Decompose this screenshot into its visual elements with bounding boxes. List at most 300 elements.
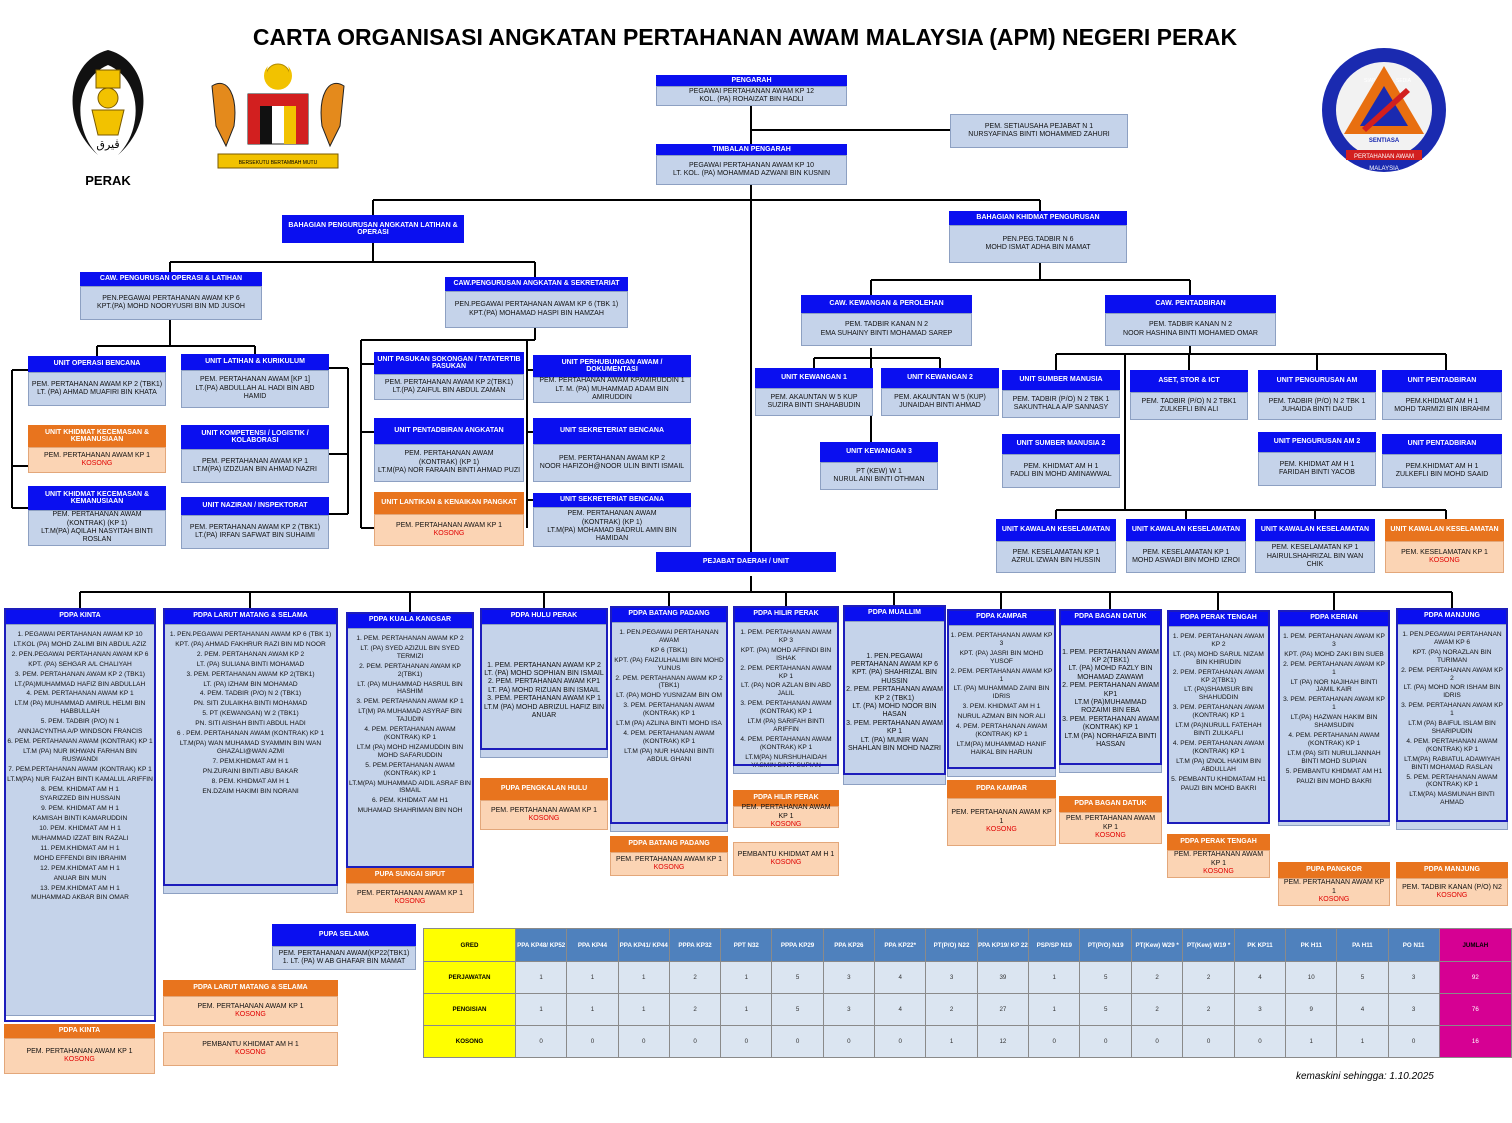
district-frame xyxy=(843,605,946,775)
org-node-pengarah xyxy=(656,75,847,106)
node-line: MUHAMAD SHAHRIMAN BIN NOH xyxy=(357,807,463,815)
district-frame xyxy=(1167,610,1270,824)
node-line: LT. (PA) MOHD FAZLY BIN MOHAMAD ZAWAWI xyxy=(1068,665,1153,681)
node-header: UNIT KAWALAN KESELAMATAN xyxy=(1255,519,1375,541)
node-body xyxy=(881,388,999,416)
grade-cell: PPA KP48/ KP52 xyxy=(516,929,567,962)
vacant-label: KOSONG xyxy=(235,1049,266,1056)
node-line: 1. PEN.PEGAWAI PERTAHANAN AWAM xyxy=(619,629,719,644)
district-frame xyxy=(1059,609,1162,765)
node-line: PEM. SETIAUSAHA PEJABAT N 1 xyxy=(984,122,1094,130)
node-line: 3. PEM. PERTAHANAN AWAM KP 1 xyxy=(1283,696,1385,712)
org-node-unit-kawalan-keselamatan xyxy=(996,519,1116,573)
org-node-pembantu-khidmat-am-h-1 xyxy=(163,1032,338,1066)
node-header: PDPA MANJUNG xyxy=(1396,608,1508,624)
node-line: LT. (PA) AHMAD MUAFIRI BIN KHATA xyxy=(37,389,157,396)
grade-cell: PSP/SP N19 xyxy=(1029,929,1080,962)
grade-cell: 9 xyxy=(1286,994,1337,1026)
node-line: JUNAIDAH BINTI AHMAD xyxy=(899,402,981,409)
org-node-timbalan-pengarah xyxy=(656,144,847,185)
chart-title: CARTA ORGANISASI ANGKATAN PERTAHANAN AWAM MALAYSIA (APM) NEGERI PERAK xyxy=(252,24,1238,50)
apm-malaysia: MALAYSIA xyxy=(1369,166,1399,172)
grade-cell: 0 xyxy=(516,1026,567,1058)
grade-cell: 0 xyxy=(1131,1026,1182,1058)
grade-cell: 0 xyxy=(875,1026,926,1058)
node-line: LT.M (PA) MOHD ABRIZUL HAFIZ BIN ANUAR xyxy=(483,703,605,719)
node-line: NOOR HASHINA BINTI MOHAMED OMAR xyxy=(1123,329,1258,337)
grade-cell: PT(Kew) W29 * xyxy=(1131,929,1182,962)
node-line: KPT. (PA) MOHD ZAKI BIN SUEB xyxy=(1284,650,1384,658)
node-line: MOHD ISMAT ADHA BIN MAMAT xyxy=(985,244,1091,251)
node-line: NOOR HAFIZOH@NOOR ULIN BINTI ISMAIL xyxy=(539,463,685,470)
node-line: KPT. (PA) JASRI BIN MOHD YUSOF xyxy=(959,649,1044,665)
node-line: LT. (PA) SYED AZIZUL BIN SYED TERMIZI xyxy=(360,644,460,660)
grade-cell: 10 xyxy=(1286,962,1337,994)
node-line: 3. PEM. PERTAHANAN AWAM KP 1 xyxy=(1401,702,1503,718)
node-line: EN.DZAIM HAKIMI BIN NORANI xyxy=(202,787,299,795)
grade-cell: PPA KP26 xyxy=(823,929,874,962)
node-line: PT (KEW) W 1 xyxy=(856,467,902,475)
grade-cell: PPA KP44 xyxy=(567,929,618,962)
grade-cell: 0 xyxy=(1183,1026,1234,1058)
node-line: PEM. PERTAHANAN AWAM KP 1 xyxy=(741,804,831,820)
grade-cell: 0 xyxy=(1029,1026,1080,1058)
node-header: UNIT KEWANGAN 2 xyxy=(881,368,999,388)
node-body xyxy=(1126,541,1246,573)
grade-cell: 1 xyxy=(618,962,669,994)
node-line: 1. PEN.PEGAWAI PERTAHANAN AWAM KP 6 xyxy=(850,652,938,669)
grade-cell: 0 xyxy=(1080,1026,1131,1058)
node-header: PEJABAT DAERAH / UNIT xyxy=(656,552,836,572)
grade-cell: 2 xyxy=(1131,962,1182,994)
node-header: PDPA PERAK TENGAH xyxy=(1167,834,1270,850)
org-node-pem-setiausaha-pejabat-n-1 xyxy=(950,114,1128,148)
grade-cell: 1 xyxy=(721,962,772,994)
node-line: PEMBANTU KHIDMAT AM H 1 xyxy=(737,850,835,858)
vacant-label: KOSONG xyxy=(394,898,426,905)
grade-cell: 1 xyxy=(516,994,567,1026)
node-line: PEM. PERTAHANAN AWAM [KP 1] xyxy=(200,376,310,384)
node-body xyxy=(656,86,847,106)
node-line: LT.M(PA) NOR FARAAIN BINTI AHMAD PUZI xyxy=(377,467,521,475)
node-header: CAW. PENTADBIRAN xyxy=(1105,295,1276,313)
org-node-unit-khidmat-kecemasan-kemanusiaan xyxy=(28,486,166,546)
vacant-label: KOSONG xyxy=(986,826,1017,834)
node-line: 2. PEN.PEGAWAI PERTAHANAN AWAM KP 6 xyxy=(11,650,149,658)
node-line: LT. (PA) MOHD YUSNIZAM BIN OM xyxy=(616,692,722,700)
grade-cell: 1 xyxy=(721,994,772,1026)
node-header: PDPA BAGAN DATUK xyxy=(1059,609,1162,625)
district-frame xyxy=(163,608,338,886)
node-line: FADLI BIN MOHD AMINAWWAL xyxy=(1010,471,1112,478)
node-body xyxy=(374,374,524,400)
node-line: KPT. (PA) NORAZLAN BIN TURIMAN xyxy=(1412,648,1492,664)
node-header: PDPA LARUT MATANG & SELAMA xyxy=(163,980,338,996)
vacant-label: KOSONG xyxy=(81,460,113,467)
node-line: 8. PEM. KHIDMAT AM H 1 xyxy=(211,777,290,785)
grade-cell: 2 xyxy=(669,962,720,994)
node-line: LT. (PA) MOHD NOR ISHAM BIN IDRIS xyxy=(1403,684,1501,700)
district-frame xyxy=(1396,608,1508,822)
grade-cell: 0 xyxy=(772,1026,823,1058)
node-body xyxy=(533,507,691,547)
org-node-unit-kewangan-3 xyxy=(820,442,938,490)
node-body xyxy=(1105,313,1276,346)
org-node-bahagian-pengurusan-angkatan-latihan-operasi xyxy=(282,215,464,243)
org-node-caw-kewangan-perolehan xyxy=(801,295,972,346)
node-line: 1. PEN.PEGAWAI PERTAHANAN AWAM KP 6 xyxy=(1402,631,1502,646)
grade-cell: 0 xyxy=(1388,1026,1439,1058)
district-frame xyxy=(4,608,156,1022)
grade-cell: 0 xyxy=(567,1026,618,1058)
node-line: (KONTRAK) (KP 1) xyxy=(66,519,128,527)
node-line: 6. PEM. PERTAHANAN AWAM (KONTRAK) KP 1 xyxy=(7,737,153,745)
grade-cell: 3 xyxy=(1234,994,1285,1026)
node-line: 2. PEM. PERTAHANAN AWAM KP 1 xyxy=(1283,660,1385,676)
node-line: PN. SITI ZULAIKHA BINTI MOHAMAD xyxy=(193,700,308,708)
node-line: PEMBANTU KHIDMAT AM H 1 xyxy=(202,1040,299,1048)
node-line: KOL. (PA) ROHAIZAT BIN HADLI xyxy=(699,96,804,103)
node-line: PEM. KESELAMATAN KP 1 xyxy=(1401,548,1488,556)
node-line: LT.M(PA) MUHAMMAD AIDIL ASRAF BIN ISMAIL xyxy=(349,779,471,795)
node-line: 3. PEM. PERTAHANAN AWAM KP 1 xyxy=(846,719,943,736)
grade-cell: 5 xyxy=(1080,962,1131,994)
node-line: 1. PEN.PEGAWAI PERTAHANAN AWAM KP 6 (TBK 1) xyxy=(169,631,332,638)
grade-cell: 1 xyxy=(567,962,618,994)
node-header: UNIT PENTADBIRAN xyxy=(1382,434,1502,454)
node-line: PEM. TADBIR (P/O) N 2 TBK 1 xyxy=(1012,395,1110,403)
node-line: HAIRULSHAHRIZAL BIN WAN CHIK xyxy=(1266,552,1364,569)
grade-cell: PPA KP19/ KP 22 xyxy=(977,929,1028,962)
node-header: UNIT KHIDMAT KECEMASAN & KEMANUSIAAN xyxy=(28,425,166,447)
node-line: 3. PEM. PERTAHANAN AWAM KP 1 xyxy=(487,695,601,703)
node-body xyxy=(181,515,329,549)
grade-row-label: PENGISIAN xyxy=(424,994,516,1026)
node-line: EMA SUHAINY BINTI MOHAMAD SAREP xyxy=(820,329,953,337)
vacant-label: KOSONG xyxy=(528,815,560,822)
node-line: KPT. (PA) AHMAD FAKHRUR RAZI BIN MD NOOR xyxy=(175,640,326,648)
node-line: PEM. PERTAHANAN AWAM KP 1 xyxy=(1283,879,1385,895)
node-line: ANUAR BIN MUN xyxy=(53,874,107,882)
org-node-pdpa-larut-matang-selama xyxy=(163,980,338,1026)
node-line: 5. PEM. PERTAHANAN AWAM (KONTRAK) KP 1 xyxy=(1406,773,1498,789)
org-node-unit-kawalan-keselamatan xyxy=(1255,519,1375,573)
node-body xyxy=(272,946,416,970)
org-node-unit-kewangan-2 xyxy=(881,368,999,416)
org-node-pdpa-hilir-perak xyxy=(733,790,839,828)
node-body xyxy=(656,155,847,185)
vacant-label: KOSONG xyxy=(770,821,802,829)
grade-cell: 2 xyxy=(669,994,720,1026)
vacant-label: KOSONG xyxy=(770,859,802,866)
node-header: TIMBALAN PENGARAH xyxy=(656,144,847,155)
node-line: ZULKEFLI BIN MOHD SAAID xyxy=(1395,471,1489,478)
node-header: UNIT PENGURUSAN AM 2 xyxy=(1258,432,1376,452)
node-line: LT. (PA) MUNIR WAN SHAHLAN BIN MOHD NAZRI xyxy=(848,736,941,752)
grade-cell: 4 xyxy=(1337,994,1388,1026)
grade-cell: 2 xyxy=(1183,962,1234,994)
node-line: 1. PEM. PERTAHANAN AWAM KP 2 xyxy=(487,661,601,669)
org-node-pdpa-manjung xyxy=(1396,862,1508,906)
node-header: UNIT SEKRETERIAT BENCANA xyxy=(533,493,691,507)
node-header: UNIT SUMBER MANUSIA 2 xyxy=(1002,434,1120,454)
grade-row-label: GRED xyxy=(424,929,516,962)
node-line: LT. (PA) MUHAMMAD HASRUL BIN HASHIM xyxy=(357,680,463,696)
node-body xyxy=(733,842,839,876)
vacant-label: KOSONG xyxy=(1318,896,1350,904)
node-line: PEN.PEGAWAI PERTAHANAN AWAM KP 6 (TBK 1) xyxy=(454,301,619,309)
grade-cell: 4 xyxy=(1234,962,1285,994)
node-line: PEM. PERTAHANAN AWAM KPAMIRUDDIN 1 xyxy=(539,377,685,385)
node-header: PDPA BATANG PADANG xyxy=(610,606,728,622)
node-line: PEM. TADBIR KANAN N 2 xyxy=(845,321,928,329)
node-line: 1. PEGAWAI PERTAHANAN AWAM KP 10 xyxy=(17,631,143,638)
node-line: PN. SITI AISHAH BINTI ABDUL HADI xyxy=(195,720,306,728)
node-line: NURUL AINI BINTI OTHMAN xyxy=(833,476,925,483)
node-body xyxy=(801,313,972,346)
org-node-pembantu-khidmat-am-h-1 xyxy=(733,842,839,876)
org-node-caw-pengurusan-angkatan-sekretariat xyxy=(445,277,628,328)
node-header: PUPA PANGKOR xyxy=(1278,862,1390,878)
node-line: PEM.KHIDMAT AM H 1 xyxy=(1405,462,1479,470)
grade-cell: 2 xyxy=(1183,994,1234,1026)
grade-cell: 3 xyxy=(1388,962,1439,994)
node-body xyxy=(28,510,166,546)
district-frame xyxy=(733,606,839,766)
node-line: LT.M(PA) WAN MUHAMAD SYAMMIN BIN WAN GHAZALI@WAN AZMI xyxy=(179,739,322,755)
node-header: PDPA LARUT MATANG & SELAMA xyxy=(163,608,338,624)
grade-cell: PPA KP41/ KP44 xyxy=(618,929,669,962)
node-body xyxy=(4,1038,155,1074)
apm-sedia: SEDIA xyxy=(1396,78,1412,84)
node-body xyxy=(480,800,608,830)
org-node-unit-khidmat-kecemasan-kemanusiaan xyxy=(28,425,166,473)
node-line: KPT. (PA) FAIZULHALIMI BIN MOHD YUNUS xyxy=(614,656,724,672)
node-body xyxy=(1130,392,1248,420)
org-node-bahagian-khidmat-pengurusan xyxy=(949,211,1127,263)
node-line: MUHAMMAD IZZAT BIN RAZALI xyxy=(31,835,129,843)
node-line: PEM. PERTAHANAN AWAM KP 1 xyxy=(201,457,309,465)
grade-header-row xyxy=(424,929,1512,962)
node-body xyxy=(181,370,329,408)
node-line: PEM. AKAUNTAN W 5 (KUP) xyxy=(894,393,986,401)
vacant-label: KOSONG xyxy=(1436,892,1468,899)
node-line: 1. PEM. PERTAHANAN AWAM KP 3 xyxy=(950,632,1053,647)
node-header: PDPA KINTA xyxy=(4,1024,155,1038)
node-line: PEM.KHIDMAT AM H 1 xyxy=(1405,397,1479,405)
node-line: 2. PEM. PERTAHANAN AWAM KP1 xyxy=(1062,682,1159,698)
node-header: PDPA BATANG PADANG xyxy=(610,836,728,852)
node-line: LT.M (PA) AZLINA BINTI MOHD ISA xyxy=(616,720,722,728)
org-node-unit-kewangan-1 xyxy=(755,368,873,416)
org-node-pdpa-perak-tengah xyxy=(1167,834,1270,878)
grade-cell: 1 xyxy=(1286,1026,1337,1058)
org-node-pejabat-daerah-unit xyxy=(656,552,836,572)
node-line: PEM. PERTAHANAN AWAM KP 1 xyxy=(1173,851,1264,867)
node-line: 1. PEM. PERTAHANAN AWAM KP 3 xyxy=(740,629,832,644)
grade-row xyxy=(424,994,1512,1026)
node-line: PEM. PERTAHANAN AWAM xyxy=(52,511,142,519)
org-node-unit-sekreteriat-bencana xyxy=(533,418,691,482)
node-line: PAUZI BIN MOHD BAKRI xyxy=(1296,777,1372,785)
node-line: LT (PA) NOR NAJIHAH BINTI JAMIL KAIR xyxy=(1290,678,1378,694)
node-header: PDPA MANJUNG xyxy=(1396,862,1508,878)
node-body xyxy=(1258,392,1376,420)
node-line: 4. PEM. PERTAHANAN AWAM (KONTRAK) KP 1 xyxy=(1406,737,1498,753)
org-node-unit-sekreteriat-bencana xyxy=(533,493,691,547)
node-line: PEM. PERTAHANAN AWAM KP 1 xyxy=(490,806,598,814)
node-line: LT.M (PA) IZNOL HAKIM BIN ABDULLAH xyxy=(1176,757,1261,773)
node-header: UNIT LATIHAN & KURIKULUM xyxy=(181,354,329,370)
node-line: LT.M(PA) AQILAH NASYITAH BINTI ROSLAN xyxy=(41,528,153,544)
node-line: PEM. PERTAHANAN AWAM(KP22(TBK1) xyxy=(278,949,410,957)
node-line: LT.M(PA) NUR FAIZAH BINTI KAMALUL ARIFFIN xyxy=(7,775,153,783)
org-node-unit-latihan-kurikulum xyxy=(181,354,329,408)
grade-cell: 1 xyxy=(1029,962,1080,994)
grade-cell: 1 xyxy=(1029,994,1080,1026)
node-line: 11. PEM.KHIDMAT AM H 1 xyxy=(40,844,120,852)
node-line: MOHD EFFENDI BIN IBRAHIM xyxy=(33,854,127,862)
node-line: SAKUNTHALA A/P SANNASY xyxy=(1013,404,1109,411)
node-line: 2. PEM. PERTAHANAN AWAM KP 2 (TBK1) xyxy=(846,686,943,702)
node-line: PEM. TADBIR KANAN N 2 xyxy=(1149,321,1232,329)
node-line: JUHAIDA BINTI DAUD xyxy=(1281,406,1353,413)
node-line: LT. (PA) MOHD NOOR BIN HASAN xyxy=(852,703,937,719)
node-header: UNIT KAWALAN KESELAMATAN xyxy=(1126,519,1246,541)
node-line: LT(M) PA MUHAMAD ASYRAF BIN TAJUDIN xyxy=(358,708,462,724)
grade-row-label: KOSONG xyxy=(424,1026,516,1058)
org-node-unit-sumber-manusia xyxy=(1002,370,1120,418)
node-line: PEM. PERTAHANAN AWAM KP 1 xyxy=(1065,815,1156,831)
node-line: (KONTRAK) (KP 1) xyxy=(581,518,643,526)
node-line: LT.M(PA) RABIATUL ADAWIYAH BINTI MOHAMAD RASLAN xyxy=(1404,755,1500,771)
node-line: KPT. (PA) SHAHRIZAL BIN HUSSIN xyxy=(852,669,937,685)
node-body xyxy=(1258,452,1376,486)
node-line: PEM. PERTAHANAN AWAM KP 1 xyxy=(356,889,464,897)
node-body xyxy=(1385,541,1504,573)
district-frame xyxy=(346,612,474,868)
node-body xyxy=(996,541,1116,573)
node-line: ANNJACYNTHA A/P WINDSON FRANCIS xyxy=(17,728,143,736)
grade-summary-table xyxy=(423,928,1512,1058)
node-line: PEM. TADBIR (P/O) N 2 TBK1 xyxy=(1141,397,1237,405)
grade-cell: 3 xyxy=(926,962,977,994)
grade-row-label: PERJAWATAN xyxy=(424,962,516,994)
node-line: LT.M (PA) NUR IKHWAN FARHAN BIN RUSWANDI xyxy=(23,747,137,763)
node-line: 4. PEM. PERTAHANAN AWAM (KONTRAK) KP 1 xyxy=(740,735,832,751)
node-body xyxy=(181,449,329,483)
org-node-pdpa-kampar xyxy=(947,780,1056,846)
grade-cell: PPPA KP32 xyxy=(669,929,720,962)
grade-cell: 2 xyxy=(926,994,977,1026)
node-line: PEM. PERTAHANAN AWAM KP 1 xyxy=(197,1002,304,1010)
node-body xyxy=(28,372,166,406)
node-header: PDPA KUALA KANGSAR xyxy=(346,612,474,628)
node-line: MOHD TARMIZI BIN IBRAHIM xyxy=(1394,406,1490,413)
node-line: 6. PEM. KHIDMAT AM H1 xyxy=(372,797,448,805)
node-line: LT.M (PA) SITI NURULJANNAH BINTI MOHD SUPIAN xyxy=(1287,749,1381,765)
grade-cell: 0 xyxy=(669,1026,720,1058)
node-line: PN.ZURAINI BINTI ABU BAKAR xyxy=(202,767,299,775)
grade-cell: 3 xyxy=(823,994,874,1026)
perak-jawi-text: ڤيرق xyxy=(96,138,120,151)
vacant-label: KOSONG xyxy=(653,864,685,871)
org-node-unit-kawalan-keselamatan xyxy=(1385,519,1504,573)
node-header: UNIT SEKRETERIAT BENCANA xyxy=(533,418,691,444)
node-line: 4. PEM. PERTAHANAN AWAM KP 1 xyxy=(26,690,134,698)
vacant-label: KOSONG xyxy=(433,530,465,537)
node-line: KP 6 (TBK1) xyxy=(650,646,688,654)
grade-cell: 27 xyxy=(977,994,1028,1026)
org-node-pupa-pengkalan-hulu xyxy=(480,778,608,830)
node-header: UNIT NAZIRAN / INSPEKTORAT xyxy=(181,497,329,515)
grade-cell: 5 xyxy=(1337,962,1388,994)
vacant-label: KOSONG xyxy=(1095,832,1126,840)
apm-siap: SIAP xyxy=(1364,78,1376,84)
grade-cell: 39 xyxy=(977,962,1028,994)
org-node-pdpa-batang-padang xyxy=(610,836,728,876)
node-line: PEGAWAI PERTAHANAN AWAM KP 10 xyxy=(689,161,814,169)
node-body xyxy=(346,883,474,913)
org-node-pupa-selama xyxy=(272,924,416,970)
node-header: PDPA BAGAN DATUK xyxy=(1059,796,1162,812)
node-body xyxy=(1382,454,1502,488)
node-body xyxy=(163,1032,338,1066)
vacant-label: KOSONG xyxy=(64,1056,95,1063)
node-line: 5. PT (KEWANGAN) W 2 (TBK1) xyxy=(202,710,299,718)
node-line: LT. (PA) SULIANA BINTI MOHAMAD xyxy=(196,660,305,668)
node-body xyxy=(533,444,691,482)
node-body xyxy=(374,514,524,546)
node-line: 13. PEM.KHIDMAT AM H 1 xyxy=(40,884,120,892)
node-body xyxy=(1382,392,1502,420)
perak-label: PERAK xyxy=(85,173,131,188)
node-line: 4. PEM. PERTAHANAN AWAM (KONTRAK) KP 1 xyxy=(955,723,1048,738)
node-header: UNIT PENTADBIRAN xyxy=(1382,370,1502,392)
node-line: 9. PEM. KHIDMAT AM H 1 xyxy=(41,805,119,813)
grade-cell: 12 xyxy=(977,1026,1028,1058)
node-line: 2. PEM. PERTAHANAN AWAM KP 2(TBK1) xyxy=(359,662,461,678)
grade-cell: PT(Kew) W19 * xyxy=(1183,929,1234,962)
node-header: PDPA HULU PERAK xyxy=(480,608,608,624)
node-line: 4. PEM. PERTAHANAN AWAM (KONTRAK) KP 1 xyxy=(364,726,456,741)
grade-row xyxy=(424,962,1512,994)
node-line: 12. PEM.KHIDMAT AM H 1 xyxy=(40,864,120,872)
node-line: 2. PEM. PERTAHANAN AWAM KP 2 xyxy=(1401,666,1503,682)
node-line: 5. PEMBANTU KHIDMATAM H1 xyxy=(1171,775,1266,783)
org-node-unit-lantikan-kenaikan-pangkat xyxy=(374,492,524,546)
node-header: UNIT OPERASI BENCANA xyxy=(28,356,166,372)
node-line: PEM. PERTAHANAN AWAM KP 1 xyxy=(43,451,151,459)
grade-cell: PPA KP22* xyxy=(875,929,926,962)
node-line: MUHAMMAD AKBAR BIN OMAR xyxy=(31,894,129,902)
node-line: 3. PEM. PERTAHANAN AWAM KP 2 (TBK1) xyxy=(15,670,145,678)
node-body xyxy=(1002,454,1120,488)
node-line: LT. PA) MOHD RIZUAN BIN ISMAIL xyxy=(488,686,600,694)
node-line: 8. PEM. KHIDMAT AM H 1 xyxy=(41,785,119,793)
node-body xyxy=(947,798,1056,846)
node-header: CAW. KEWANGAN & PEROLEHAN xyxy=(801,295,972,313)
node-line: LT.M (PA)NURULL FATEHAH BINTI ZULKAFLI xyxy=(1175,722,1262,737)
node-body xyxy=(610,852,728,876)
node-line: 3. PEM. KHIDMAT AM H 1 xyxy=(962,703,1041,711)
district-frame xyxy=(610,606,728,824)
node-line: PEM. PERTAHANAN AWAM KP 1 xyxy=(951,809,1052,825)
node-line: PEM. TADBIR KANAN (P/O) N2 xyxy=(1402,883,1502,891)
node-line: PEM. PERTAHANAN AWAM KP 2 xyxy=(558,454,666,462)
node-line: (KONTRAK) (KP 1) xyxy=(418,458,480,466)
grade-cell: 0 xyxy=(721,1026,772,1058)
